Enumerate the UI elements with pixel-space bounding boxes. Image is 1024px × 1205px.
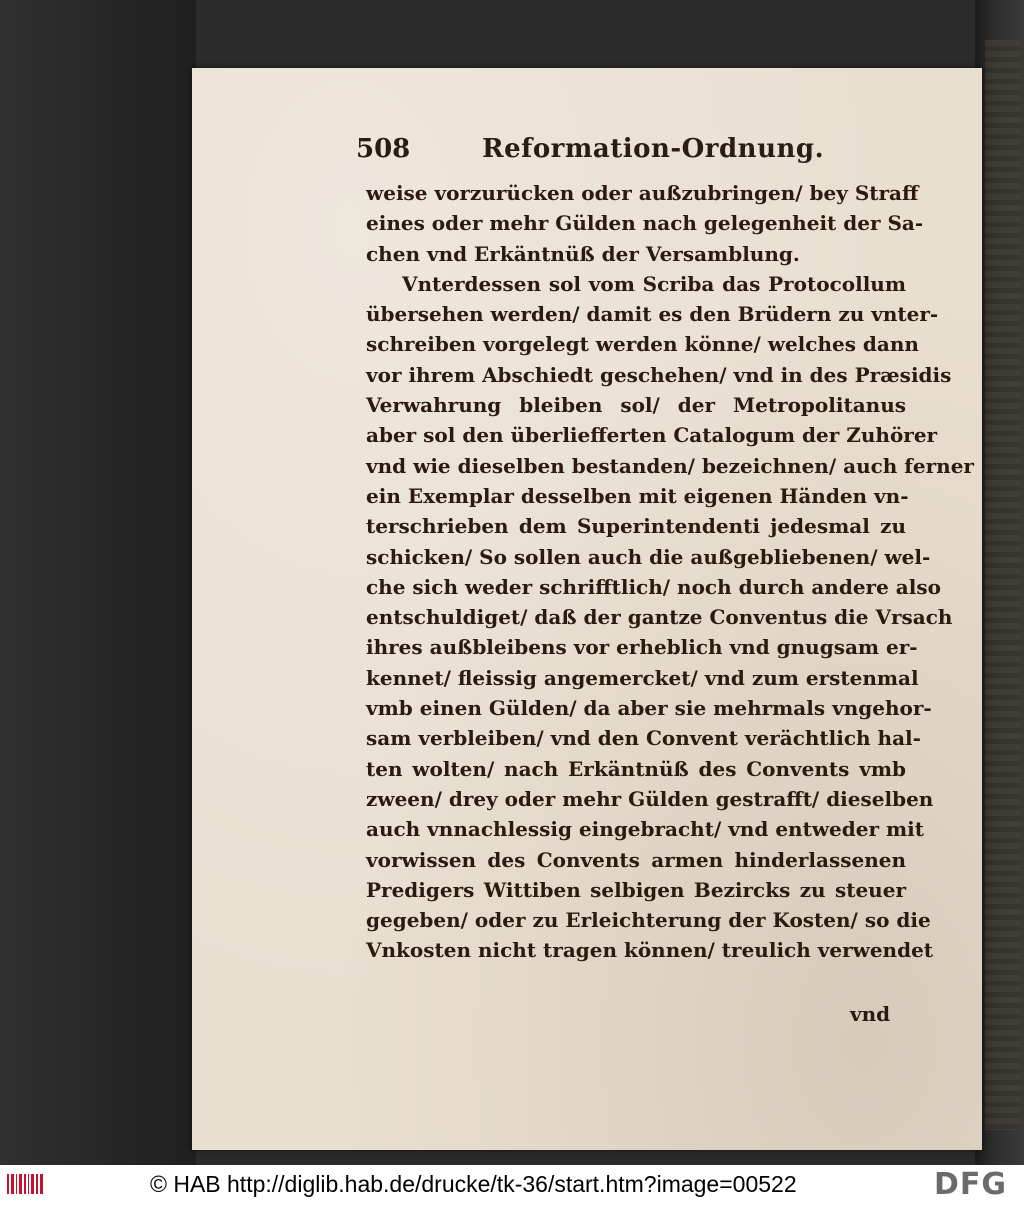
hab-barcode-logo-icon xyxy=(5,1171,45,1197)
text-line: entschuldiget/ daß der gantze Conventus die Vrsach xyxy=(366,605,953,630)
catchword: vnd xyxy=(850,1002,891,1026)
text-line: schicken/ So sollen auch die außgebliebenen/ wel- xyxy=(366,544,931,569)
text-line: terschrieben dem Superintendenti jedesmal zu xyxy=(366,514,906,539)
text-line: Vnkosten nicht tragen können/ treulich verwendet xyxy=(366,938,934,963)
page-number: 508 xyxy=(356,134,411,164)
text-line: ihres außbleibens vor erheblich vnd gnugsam er- xyxy=(366,635,918,660)
text-line: vor ihrem Abschiedt geschehen/ vnd in des Præsidis xyxy=(366,362,952,387)
text-line: gegeben/ oder zu Erleichterung der Kosten/ so die xyxy=(366,908,931,933)
text-line: vorwissen des Convents armen hinderlassenen xyxy=(366,847,906,872)
text-line: chen vnd Erkäntnüß der Versamblung. xyxy=(366,241,800,266)
text-line: vmb einen Gülden/ da aber sie mehrmals vngehor- xyxy=(366,696,932,721)
text-line: che sich weder schrifftlich/ noch durch andere also xyxy=(366,574,941,599)
text-line: Predigers Wittiben selbigen Bezircks zu steuer xyxy=(366,877,906,902)
text-line: ein Exemplar desselben mit eigenen Händen vn- xyxy=(366,483,909,508)
text-line: weise vorzurücken oder außzubringen/ bey Straff xyxy=(366,181,919,205)
text-line: kennet/ fleissig angemercket/ vnd zum erstenmal xyxy=(366,665,919,690)
text-line: vnd wie dieselben bestanden/ bezeichnen/ auch ferner xyxy=(366,453,974,478)
text-line: eines oder mehr Gülden nach gelegenheit der Sa- xyxy=(366,211,924,236)
text-line: zween/ drey oder mehr Gülden gestrafft/ dieselben xyxy=(366,786,934,811)
text-line: aber sol den überliefferten Catalogum der Zuhörer xyxy=(366,423,938,448)
text-line: ten wolten/ nach Erkäntnüß des Convents vmb xyxy=(366,756,906,781)
text-line: übersehen werden/ damit es den Brüdern zu vnter- xyxy=(366,302,939,327)
running-head-title: Reformation-Ordnung. xyxy=(482,134,825,164)
text-line: schreiben vorgelegt werden könne/ welches dann xyxy=(366,332,919,357)
dfg-logo: DFG xyxy=(934,1167,1008,1202)
source-url-text: © HAB http://diglib.hab.de/drucke/tk-36/start.htm?image=00522 xyxy=(150,1171,797,1197)
text-line: Vnterdessen sol vom Scriba das Protocollum xyxy=(402,271,906,296)
running-head xyxy=(356,134,916,174)
footer-bar xyxy=(0,1165,1024,1205)
text-line: Verwahrung bleiben sol/ der Metropolitanus xyxy=(366,393,906,418)
scan-backdrop-left xyxy=(0,0,196,1165)
text-line: auch vnnachlessig eingebracht/ vnd entweder mit xyxy=(366,817,924,842)
adjacent-page-edge xyxy=(985,40,1021,1130)
body-text xyxy=(366,178,974,966)
text-line: sam verbleiben/ vnd den Convent verächtlich hal- xyxy=(366,726,921,751)
